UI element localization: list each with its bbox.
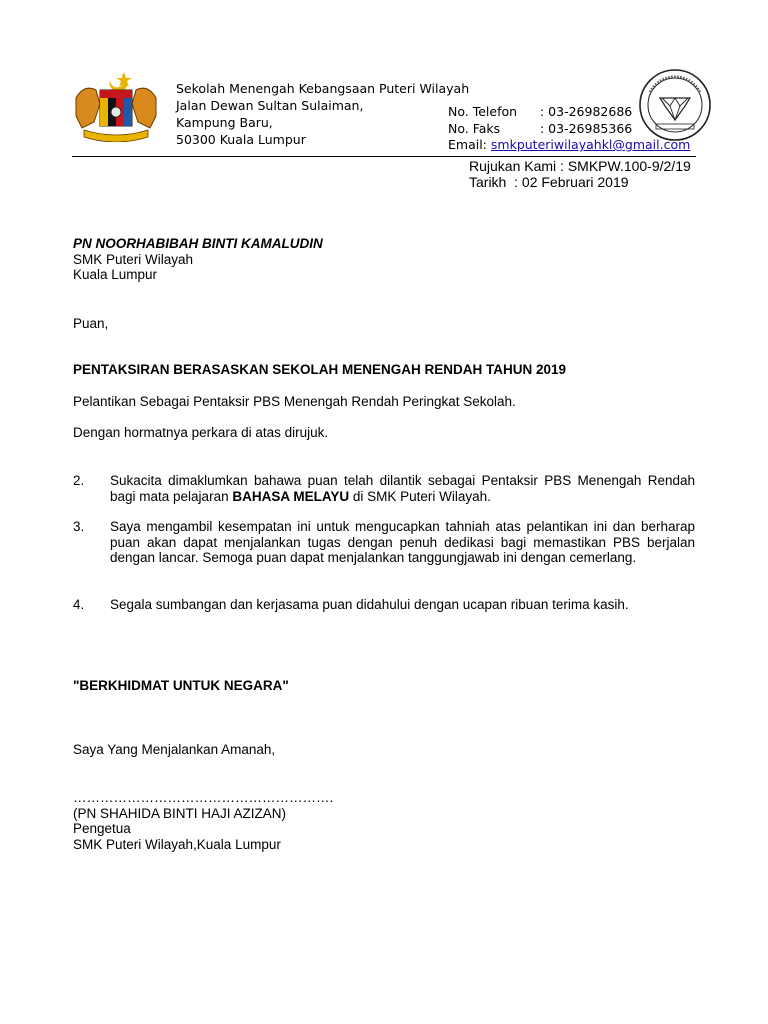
paragraph-text-part: Sukacita dimaklumkan bahawa puan telah dilantik sebagai Pentaksir PBS Menengah Rendah bagi mata pelajaran — [110, 473, 695, 504]
reference-block — [469, 158, 691, 190]
school-name: Sekolah Menengah Kebangsaan Puteri Wilayah — [176, 81, 470, 96]
reference-number: Rujukan Kami : SMKPW.100-9/2/19 — [469, 158, 691, 174]
paragraph-text: Saya mengambil kesempatan ini untuk mengucapkan tahniah atas pelantikan ini dan berharap puan akan dapat menjalankan tugas dengan penuh dedikasi bagi memastikan PBS berjalan dengan lancar. Semoga puan dapat menjalankan tanggungjawab ini dengan cemerlang. — [110, 519, 695, 565]
recipient-school: SMK Puteri Wilayah — [73, 251, 194, 267]
paragraph-3 — [73, 519, 695, 566]
letter-subject: PENTAKSIRAN BERASASKAN SEKOLAH MENENGAH RENDAH TAHUN 2019 — [73, 362, 567, 377]
signature-line: …………………………………………………. — [73, 790, 334, 805]
fax-label: No. Faks — [448, 120, 501, 136]
paragraph-4 — [73, 597, 695, 613]
appointment-line: Pelantikan Sebagai Pentaksir PBS Menengah Rendah Peringkat Sekolah. — [73, 394, 516, 409]
phone-label: No. Telefon — [448, 104, 518, 119]
recipient-city: Kuala Lumpur — [73, 267, 158, 282]
phone-value: : 03-26982686 — [540, 104, 633, 119]
recipient-name: PN NOORHABIBAH BINTI KAMALUDIN — [73, 236, 323, 251]
school-street: Jalan Dewan Sultan Sulaiman, — [176, 98, 364, 113]
school-address — [176, 80, 469, 148]
malaysia-coat-of-arms-icon — [70, 68, 162, 142]
paragraph-2 — [73, 473, 695, 504]
salutation: Puan, — [73, 316, 109, 331]
signatory-organization: SMK Puteri Wilayah,Kuala Lumpur — [73, 836, 281, 852]
subject-name: BAHASA MELAYU — [232, 488, 350, 504]
school-seal-icon — [638, 68, 712, 142]
paragraph-text — [110, 473, 695, 504]
paragraph-number: 3. — [73, 519, 85, 534]
signature-block — [73, 790, 333, 852]
email-label: Email: — [448, 137, 487, 152]
paragraph-number: 4. — [73, 597, 85, 612]
recipient-block — [73, 236, 323, 283]
school-postcode-city: 50300 Kuala Lumpur — [176, 132, 306, 147]
paragraph-text-part: di SMK Puteri Wilayah. — [349, 488, 491, 504]
reference-line: Dengan hormatnya perkara di atas dirujuk. — [73, 425, 329, 440]
letter-date: Tarikh : 02 Februari 2019 — [469, 174, 629, 190]
signatory-name: (PN SHAHIDA BINTI HAJI AZIZAN) — [73, 805, 287, 821]
signatory-title: Pengetua — [73, 821, 131, 836]
header-divider — [72, 156, 696, 157]
school-area: Kampung Baru, — [176, 115, 273, 130]
paragraph-number: 2. — [73, 473, 85, 488]
email-link[interactable]: smkputeriwilayahkl@gmail.com — [490, 137, 691, 152]
fax-value: : 03-26985366 — [540, 120, 633, 136]
motto: "BERKHIDMAT UNTUK NEGARA" — [73, 678, 289, 693]
paragraph-text: Segala sumbangan dan kerjasama puan didahului dengan ucapan ribuan terima kasih. — [110, 597, 629, 612]
closing-line: Saya Yang Menjalankan Amanah, — [73, 742, 276, 757]
